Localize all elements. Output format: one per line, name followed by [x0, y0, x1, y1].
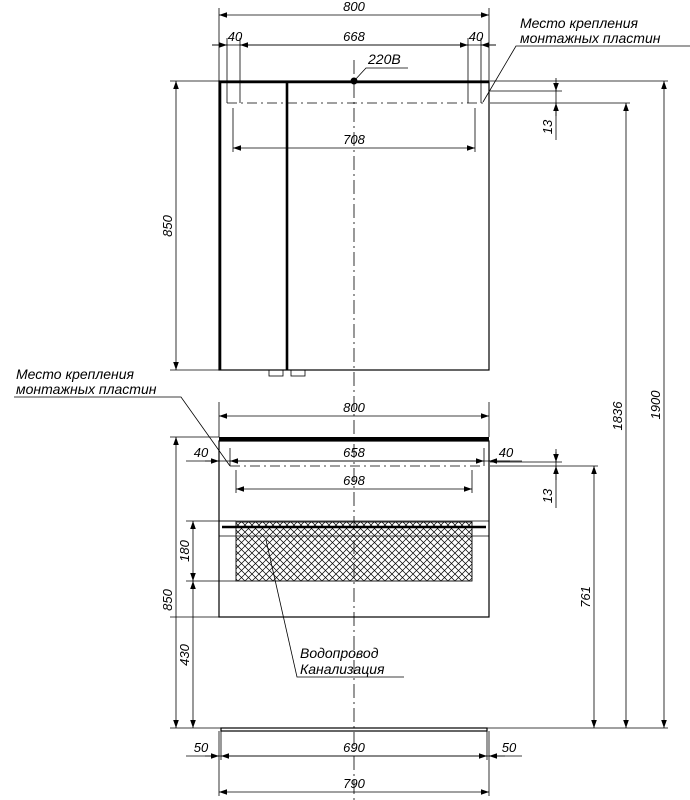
utility-zone-label: 180	[177, 540, 192, 562]
overall-dimensions	[354, 60, 664, 800]
vanity-width-label: 800	[343, 400, 365, 415]
power-label: 220В	[368, 51, 401, 67]
vanity-base-slab	[221, 728, 487, 731]
vanity-mount-note-2: монтажных пластин	[16, 381, 157, 397]
cabinet-height-label: 850	[160, 215, 175, 237]
vanity-edge-right-label: 40	[498, 445, 514, 460]
base-total-label: 790	[343, 776, 365, 791]
base-width-label: 690	[343, 740, 365, 755]
cabinet-edge-left-label: 40	[227, 29, 243, 44]
vanity-inner-width-label: 698	[343, 473, 365, 488]
utility-bottom-label: 430	[177, 644, 192, 666]
cabinet-foot-left	[269, 370, 283, 376]
pipe-note-2: Канализация	[300, 661, 385, 677]
cabinet-offset-label: 13	[540, 119, 555, 135]
cabinet-width-label: 800	[343, 0, 365, 14]
cabinet-mount-note-1: Место крепления	[520, 15, 639, 31]
cabinet-mount-leader	[483, 46, 690, 102]
power-leader	[354, 68, 408, 81]
cabinet-inner-width-label: 708	[343, 132, 365, 147]
base-left-label: 50	[193, 740, 209, 755]
cabinet-edge-right-label: 40	[468, 29, 484, 44]
cabinet-plate-span-label: 668	[343, 29, 365, 44]
base-right-label: 50	[501, 740, 517, 755]
vanity-offset-label: 13	[540, 488, 555, 504]
cabinet-foot-right	[291, 370, 305, 376]
cabinet-dimensions	[160, 0, 690, 370]
plate-height-label: 761	[578, 586, 593, 608]
total-height-label: 1900	[648, 390, 663, 420]
vanity-height-label: 850	[160, 589, 175, 611]
vanity-edge-left-label: 40	[193, 445, 209, 460]
cabinet-mount-note-2: монтажных пластин	[520, 30, 661, 46]
pipe-note-1: Водопровод	[300, 645, 379, 661]
cabinet-extension-lines	[170, 8, 668, 370]
vanity-mount-note-1: Место крепления	[16, 366, 135, 382]
vanity-plate-span-label: 658	[343, 445, 365, 460]
mount-height-label: 1836	[610, 401, 625, 431]
